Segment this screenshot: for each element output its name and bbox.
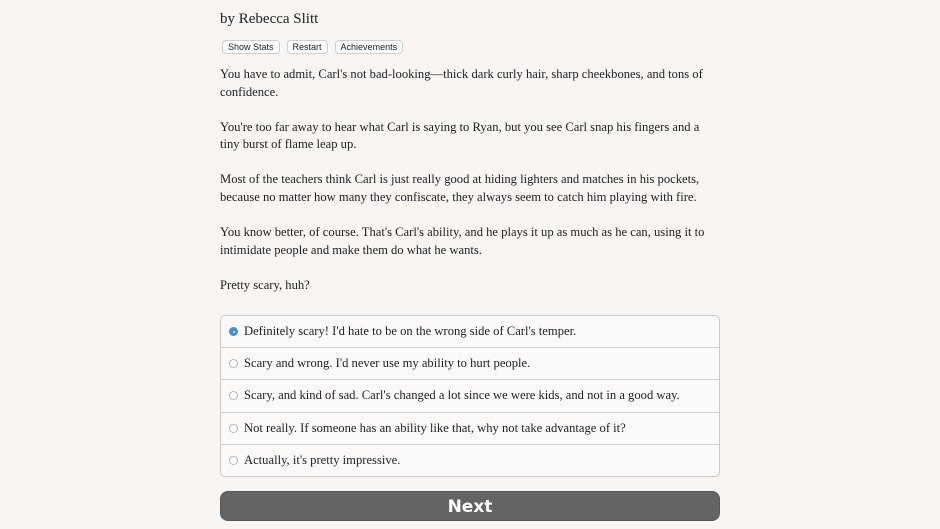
choice-label: Scary, and kind of sad. Carl's changed a lot since we were kids, and not in a good way. xyxy=(244,388,680,403)
radio-button-icon[interactable] xyxy=(229,424,238,433)
toolbar xyxy=(222,40,403,54)
story-paragraph: You know better, of course. That's Carl's ability, and he plays it up as much as he can, using it to intimidate people and make them do what he wants. xyxy=(220,225,705,257)
choice-option[interactable] xyxy=(221,380,719,412)
achievements-button[interactable]: Achievements xyxy=(335,40,404,54)
story-question: Pretty scary, huh? xyxy=(220,277,310,292)
next-button[interactable]: Next xyxy=(220,491,720,521)
show-stats-button[interactable]: Show Stats xyxy=(222,40,280,54)
choice-option[interactable] xyxy=(221,316,719,348)
choice-list xyxy=(220,315,720,477)
author-byline: by Rebecca Slitt xyxy=(220,11,319,27)
choice-label: Actually, it's pretty impressive. xyxy=(244,453,401,468)
radio-button-icon[interactable] xyxy=(229,391,238,400)
story-text xyxy=(220,66,720,312)
story-paragraph: Most of the teachers think Carl is just really good at hiding lighters and matches in his pockets, because no matter how many they confiscate, they always seem to catch him playing with fire. xyxy=(220,172,700,204)
story-paragraph: You're too far away to hear what Carl is saying to Ryan, but you see Carl snap his fingers and a tiny burst of flame leap up. xyxy=(220,119,700,152)
choice-label: Definitely scary! I'd hate to be on the wrong side of Carl's temper. xyxy=(244,324,577,339)
radio-button-icon[interactable] xyxy=(229,359,238,368)
choice-label: Scary and wrong. I'd never use my ability to hurt people. xyxy=(244,356,531,371)
choice-option[interactable] xyxy=(221,348,719,380)
choice-option[interactable] xyxy=(221,445,719,477)
choice-option[interactable] xyxy=(221,413,719,445)
choice-label: Not really. If someone has an ability like that, why not take advantage of it? xyxy=(244,420,626,435)
restart-button[interactable]: Restart xyxy=(287,40,328,54)
radio-button-icon[interactable] xyxy=(229,327,238,336)
story-paragraph: You have to admit, Carl's not bad-looking—thick dark curly hair, sharp cheekbones, and tons of confidence. xyxy=(220,67,703,99)
radio-button-icon[interactable] xyxy=(229,456,238,465)
